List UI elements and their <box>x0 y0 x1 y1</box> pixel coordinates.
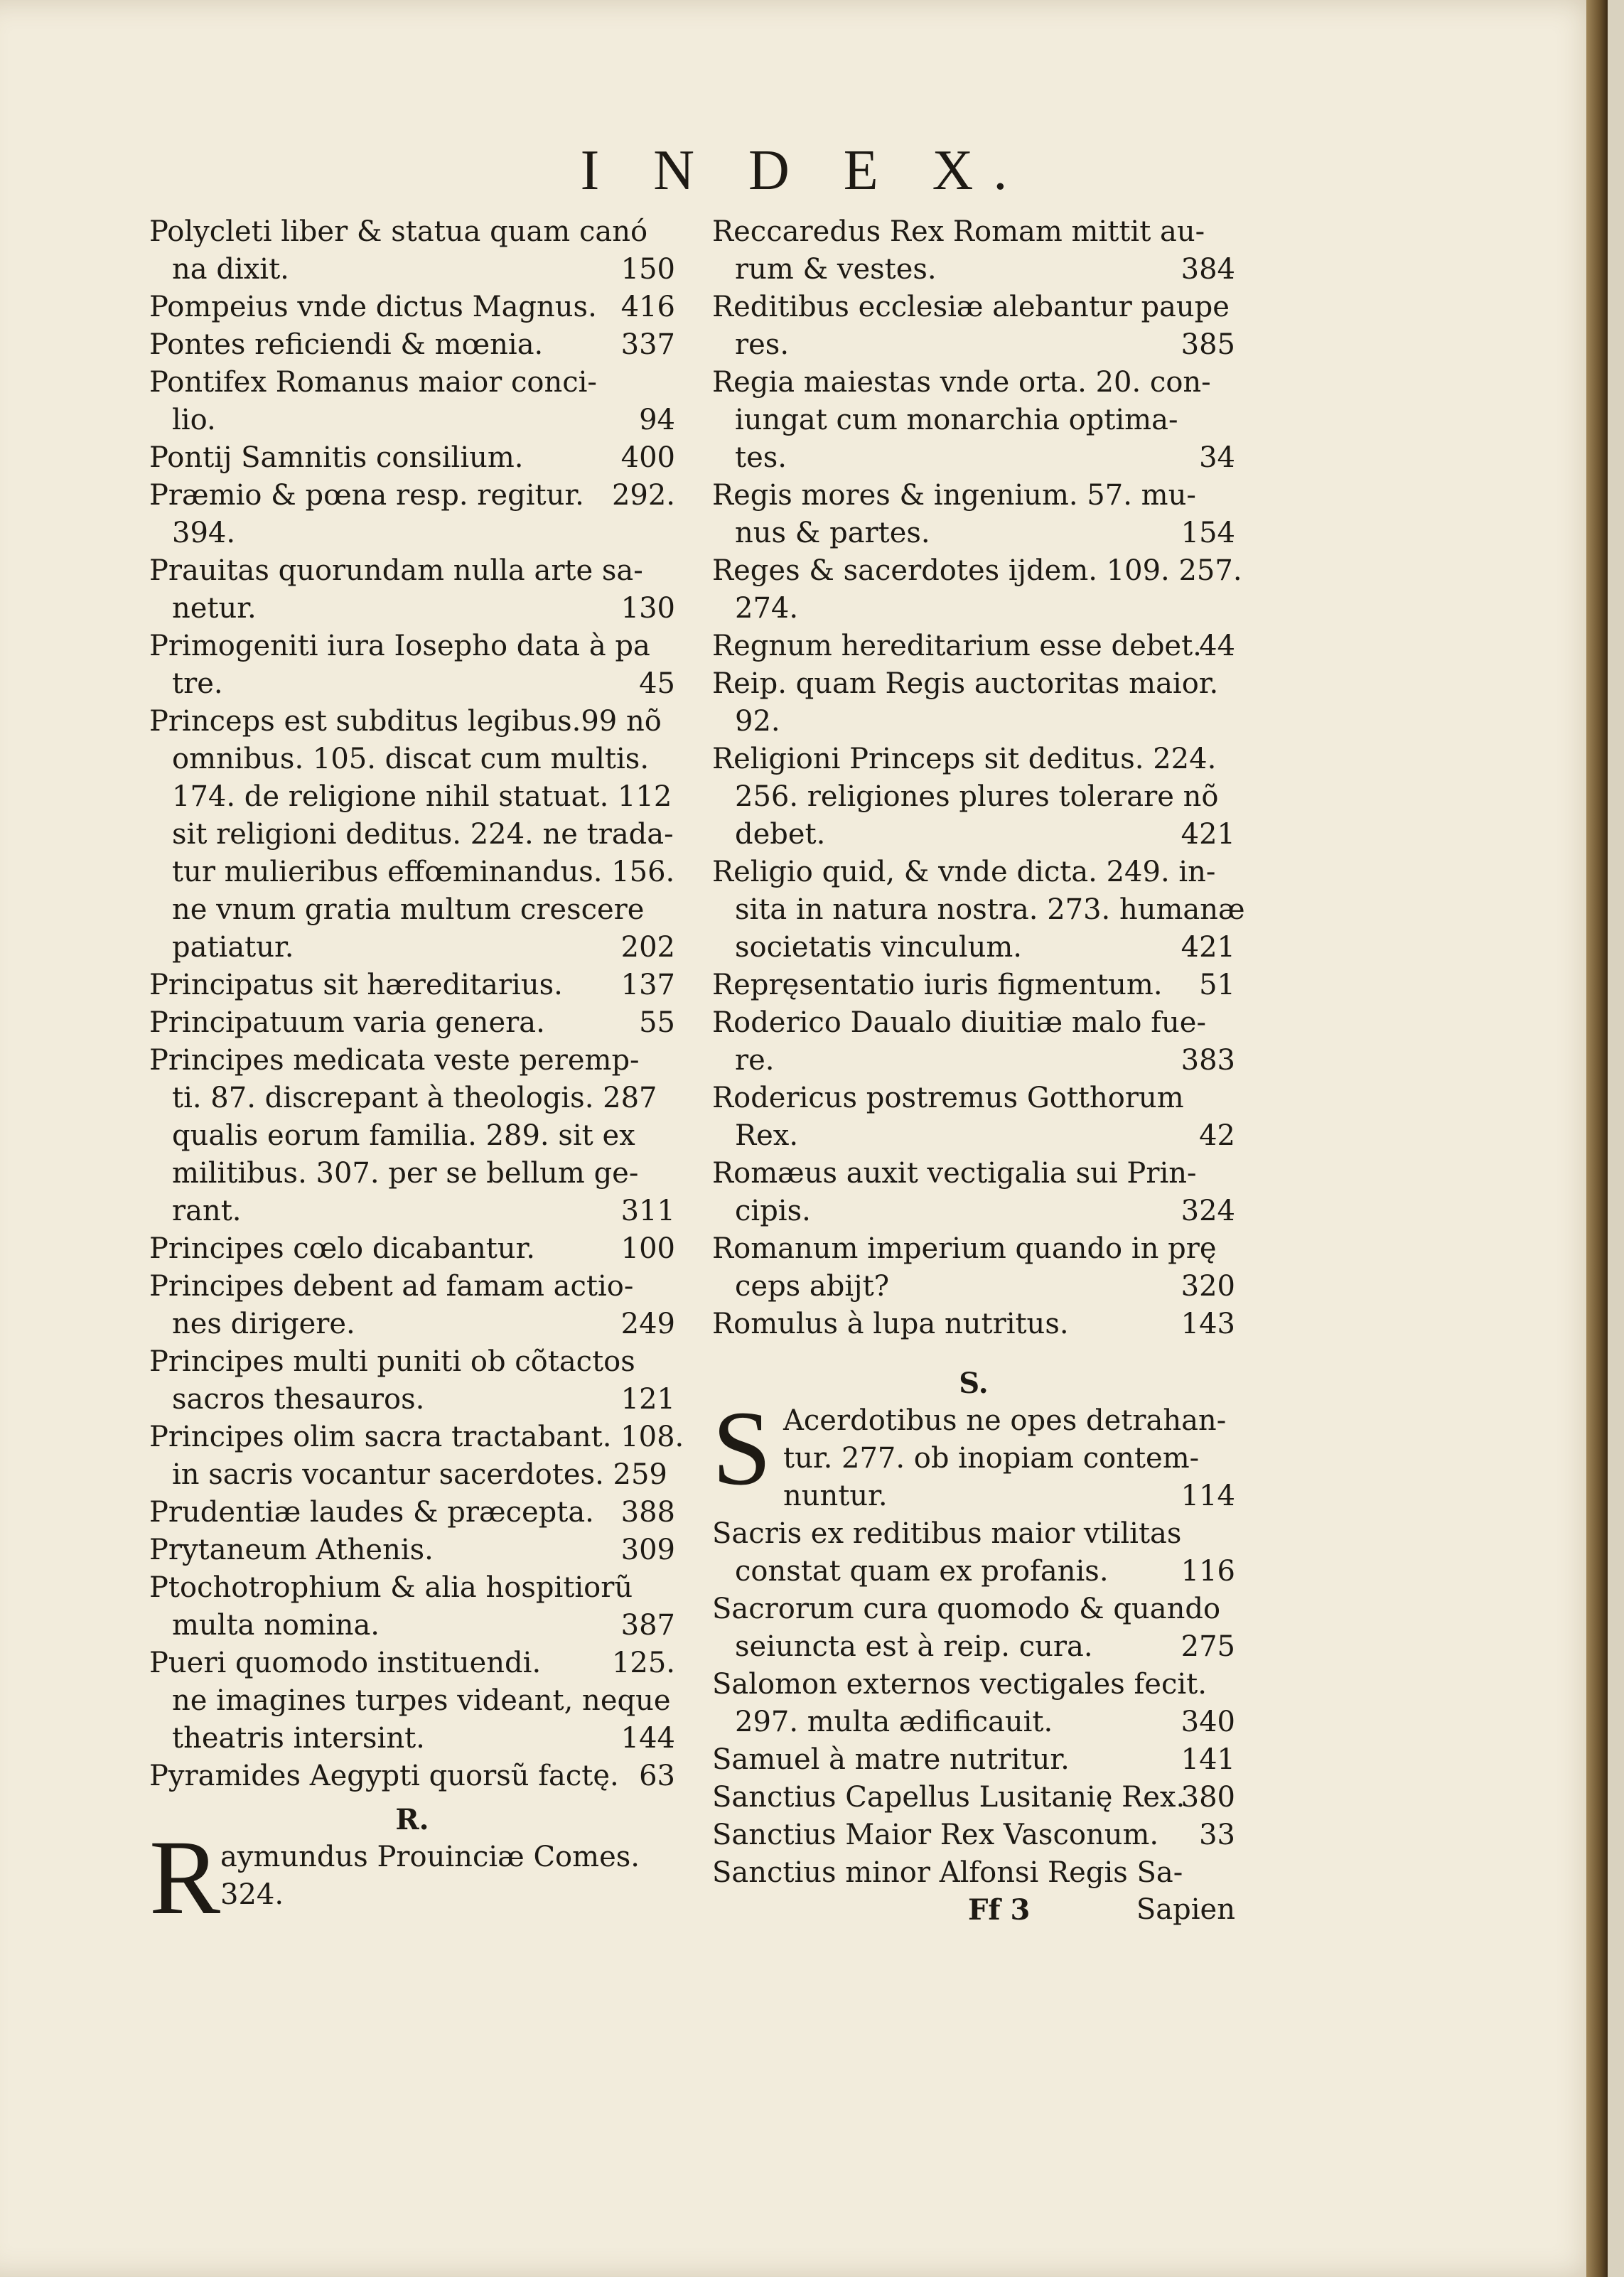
entry-text: Romæus auxit vectigalia sui Prin- <box>712 1157 1197 1190</box>
index-entry-line <box>149 1230 675 1268</box>
index-entry-line <box>712 1268 1235 1306</box>
index-entry-line <box>712 1590 1235 1628</box>
index-entry-line <box>149 1494 675 1532</box>
index-entry-line <box>149 1682 675 1720</box>
entry-text: netur. <box>172 592 257 625</box>
entry-page-number: 249 <box>620 1308 675 1340</box>
entry-text: Prudentiæ laudes & præcepta. <box>149 1496 594 1529</box>
index-entry-line <box>712 515 1235 552</box>
index-entry-line <box>712 891 1245 929</box>
index-entry-line <box>712 1117 1235 1155</box>
entry-page-number: 51 <box>1199 969 1235 1001</box>
index-entry-line <box>712 552 1242 590</box>
entry-page-number: 137 <box>620 969 675 1001</box>
index-entry-line <box>149 1193 675 1230</box>
s-entry-line-2: tur. 277. ob inopiam contem- <box>783 1442 1200 1475</box>
index-entry-line <box>712 213 1235 251</box>
s-entry <box>712 1389 1235 1515</box>
index-entry-line <box>149 1268 675 1306</box>
index-entry-line <box>712 778 1235 816</box>
s-entry-line-3-text: nuntur. <box>783 1480 888 1512</box>
entry-page-number: 385 <box>1181 328 1235 361</box>
index-entry-line <box>149 1117 675 1155</box>
index-entry-line <box>149 967 675 1004</box>
index-entry-line <box>712 1854 1235 1892</box>
entry-page-number: 384 <box>1181 253 1235 286</box>
entry-text: ti. 87. discrepant à theologis. 287 <box>172 1082 657 1114</box>
index-entry-line <box>149 251 675 289</box>
entry-text: theatris intersint. <box>172 1722 425 1755</box>
index-entry-line <box>149 741 675 778</box>
entry-text: debet. <box>735 818 826 851</box>
entry-page-number: 141 <box>1181 1743 1235 1776</box>
entry-text: Principes olim sacra tractabant. 108. <box>149 1421 684 1453</box>
entry-text: nus & partes. <box>735 517 930 549</box>
entry-text: Religioni Princeps sit deditus. 224. <box>712 743 1217 775</box>
index-entry-line <box>149 816 675 854</box>
entry-page-number: 340 <box>1181 1706 1235 1738</box>
left-entries <box>149 213 684 1795</box>
entry-text: nes dirigere. <box>172 1308 355 1340</box>
index-entry-line <box>149 326 675 364</box>
entry-text: na dixit. <box>172 253 289 286</box>
index-entry-line <box>149 1456 675 1494</box>
index-entry-line <box>149 1080 675 1117</box>
index-entry-line <box>712 1042 1235 1080</box>
entry-text: 92. <box>735 705 780 738</box>
entry-page-number: 45 <box>639 667 675 700</box>
page-title: I N D E X. <box>580 139 1028 202</box>
index-entry-line <box>712 816 1235 854</box>
entry-text: Romanum imperium quando in prę <box>712 1232 1217 1265</box>
entry-page-number: 44 <box>1199 630 1235 662</box>
index-entry-line <box>149 477 675 515</box>
index-entry-line <box>712 590 1235 628</box>
entry-page-number: 100 <box>620 1232 675 1265</box>
entry-page-number: 309 <box>620 1534 675 1566</box>
entry-text: Romulus à lupa nutritus. <box>712 1308 1069 1340</box>
entry-page-number: 292. <box>611 479 675 512</box>
index-entry-line <box>149 1720 675 1757</box>
entry-page-number: 55 <box>639 1006 675 1039</box>
index-entry-line <box>149 590 675 628</box>
entry-page-number: 387 <box>620 1609 675 1642</box>
entry-page-number: 63 <box>639 1760 675 1792</box>
entry-text: Regis mores & ingenium. 57. mu- <box>712 479 1196 512</box>
entry-text: tur mulieribus effœminandus. 156. <box>172 856 675 888</box>
entry-text: rant. <box>172 1195 242 1227</box>
index-entry-line <box>712 1230 1235 1268</box>
s-entry-line-3 <box>712 1477 1235 1515</box>
index-entry-line <box>149 891 675 929</box>
index-entry-line <box>712 854 1235 891</box>
right-column <box>712 213 1245 1892</box>
index-entry-line <box>712 1080 1235 1117</box>
index-entry-line <box>149 364 675 402</box>
index-entry-line <box>712 289 1235 326</box>
section-heading-r: R. <box>395 1803 429 1836</box>
index-entry-line <box>712 1816 1235 1854</box>
entry-text: sacros thesauros. <box>172 1383 425 1416</box>
entry-text: militibus. 307. per se bellum ge- <box>172 1157 639 1190</box>
entry-text: 394. <box>172 517 236 549</box>
entry-text: ne vnum gratia multum crescere <box>172 893 645 926</box>
entry-text: 256. religiones plures tolerare nõ <box>735 780 1219 813</box>
entry-text: Religio quid, & vnde dicta. 249. in- <box>712 856 1216 888</box>
index-entry-line <box>149 439 675 477</box>
entry-text: Pueri quomodo instituendi. <box>149 1647 542 1679</box>
entry-text: 174. de religione nihil statuat. 112 <box>172 780 672 813</box>
entry-text: 297. multa ædificauit. <box>735 1706 1053 1738</box>
entry-text: Salomon externos vectigales fecit. <box>712 1668 1207 1701</box>
index-entry-line <box>712 1666 1235 1703</box>
entry-text: Principatus sit hæreditarius. <box>149 969 563 1001</box>
entry-text: Samuel à matre nutritur. <box>712 1743 1070 1776</box>
entry-page-number: 380 <box>1181 1781 1235 1814</box>
catchword: Sapien <box>1136 1893 1235 1926</box>
index-entry-line <box>149 1004 675 1042</box>
entry-text: Prauitas quorundam nulla arte sa- <box>149 554 643 587</box>
r-entry <box>149 1819 675 1937</box>
entry-text: in sacris vocantur sacerdotes. 259 <box>172 1458 667 1491</box>
entry-text: rum & vestes. <box>735 253 937 286</box>
entry-text: constat quam ex profanis. <box>735 1555 1109 1588</box>
entry-text: Roderico Daualo diuitiæ malo fue- <box>712 1006 1206 1039</box>
r-entry-line-2: 324. <box>220 1878 284 1911</box>
s-entry-line-3-number: 114 <box>1181 1480 1235 1512</box>
entry-text: Reges & sacerdotes ijdem. 109. 257. <box>712 554 1242 587</box>
drop-cap-s: S <box>712 1389 772 1507</box>
index-entry-line <box>149 1306 675 1343</box>
page-edge <box>1586 0 1608 2277</box>
entry-text: Principatuum varia genera. <box>149 1006 545 1039</box>
entry-text: tre. <box>172 667 223 700</box>
drop-cap-r: R <box>149 1819 221 1937</box>
entry-text: Regia maiestas vnde orta. 20. con- <box>712 366 1211 399</box>
entry-page-number: 143 <box>1181 1308 1235 1340</box>
index-entry-line <box>712 1779 1235 1816</box>
index-entry-line <box>149 1569 675 1607</box>
entry-text: ne imagines turpes videant, neque <box>172 1684 671 1717</box>
entry-text: Pontifex Romanus maior conci- <box>149 366 597 399</box>
entry-text: seiuncta est à reip. cura. <box>735 1630 1093 1663</box>
entry-text: Reip. quam Regis auctoritas maior. <box>712 667 1219 700</box>
index-entry-line <box>149 1381 675 1419</box>
index-entry-line <box>149 778 675 816</box>
entry-text: Reditibus ecclesiæ alebantur paupe <box>712 291 1230 323</box>
entry-text: Princeps est subditus legibus.99 nõ <box>149 705 662 738</box>
index-entry-line <box>712 665 1235 703</box>
index-entry-line <box>712 628 1235 665</box>
entry-text: res. <box>735 328 790 361</box>
index-entry-line <box>149 854 675 891</box>
entry-text: Rodericus postremus Gotthorum <box>712 1082 1184 1114</box>
index-entry-line <box>149 665 675 703</box>
index-entry-line <box>712 703 1235 741</box>
index-entry-line <box>149 213 675 251</box>
index-entry-line <box>149 289 675 326</box>
index-entry-line <box>149 628 675 665</box>
index-entry-line <box>712 929 1235 967</box>
index-entry-line <box>712 402 1235 439</box>
index-entry-line <box>149 1419 684 1456</box>
entry-page-number: 275 <box>1181 1630 1235 1663</box>
r-entry-line-1: aymundus Prouinciæ Comes. <box>220 1841 640 1873</box>
entry-page-number: 416 <box>620 291 675 323</box>
index-entry-line <box>712 1741 1235 1779</box>
index-entry-line <box>712 967 1235 1004</box>
entry-page-number: 383 <box>1181 1044 1235 1077</box>
entry-text: lio. <box>172 404 216 436</box>
entry-text: sit religioni deditus. 224. ne trada- <box>172 818 674 851</box>
entry-text: Sacrorum cura quomodo & quando <box>712 1593 1221 1625</box>
entry-text: Polycleti liber & statua quam canó <box>149 215 648 248</box>
entry-text: Sanctius Maior Rex Vasconum. <box>712 1819 1159 1851</box>
section-heading-s: S. <box>959 1367 989 1400</box>
index-entry-line <box>712 1155 1235 1193</box>
entry-page-number: 154 <box>1181 517 1235 549</box>
entry-page-number: 144 <box>620 1722 675 1755</box>
index-entry-line <box>149 1607 675 1644</box>
s-entry-line-1: Acerdotibus ne opes detrahan- <box>783 1404 1227 1437</box>
entry-page-number: 202 <box>620 931 675 964</box>
right-entries-s <box>712 1515 1235 1892</box>
entry-text: tes. <box>735 441 787 474</box>
entry-page-number: 130 <box>620 592 675 625</box>
index-entry-line <box>149 402 675 439</box>
entry-page-number: 116 <box>1181 1555 1235 1588</box>
right-entries <box>712 213 1245 1343</box>
entry-text: Prytaneum Athenis. <box>149 1534 434 1566</box>
signature-mark: Ff 3 <box>968 1893 1031 1927</box>
entry-text: cipis. <box>735 1195 811 1227</box>
entry-text: Pontij Samnitis consilium. <box>149 441 524 474</box>
entry-text: qualis eorum familia. 289. sit ex <box>172 1119 635 1152</box>
entry-page-number: 42 <box>1199 1119 1235 1152</box>
index-entry-line <box>712 1703 1235 1741</box>
index-entry-line <box>712 1306 1235 1343</box>
entry-text: Pyramides Aegypti quorsũ factę. <box>149 1760 619 1792</box>
entry-text: Sacris ex reditibus maior vtilitas <box>712 1517 1182 1550</box>
entry-text: Rex. <box>735 1119 799 1152</box>
entry-page-number: 320 <box>1181 1270 1235 1303</box>
entry-text: 274. <box>735 592 799 625</box>
index-entry-line <box>712 741 1235 778</box>
index-entry-line <box>712 1553 1235 1590</box>
index-entry-line <box>712 477 1235 515</box>
entry-text: Pontes reficiendi & mœnia. <box>149 328 544 361</box>
entry-text: Sanctius Capellus Lusitanię Rex. <box>712 1781 1185 1814</box>
entry-page-number: 388 <box>620 1496 675 1529</box>
index-entry-line <box>712 251 1235 289</box>
entry-text: Repręsentatio iuris figmentum. <box>712 969 1163 1001</box>
index-entry-line <box>712 1515 1235 1553</box>
entry-text: Principes medicata veste peremp- <box>149 1044 640 1077</box>
entry-page-number: 400 <box>620 441 675 474</box>
entry-text: multa nomina. <box>172 1609 380 1642</box>
index-entry-line <box>712 1004 1235 1042</box>
index-entry-line <box>149 1757 675 1795</box>
index-entry-line <box>149 1343 675 1381</box>
entry-text: Regnum hereditarium esse debet. <box>712 630 1202 662</box>
page-footer <box>712 1893 1235 1931</box>
entry-page-number: 33 <box>1199 1819 1235 1851</box>
entry-text: societatis vinculum. <box>735 931 1023 964</box>
entry-page-number: 34 <box>1199 441 1235 474</box>
entry-text: re. <box>735 1044 775 1077</box>
entry-text: Principes multi puniti ob cõtactos <box>149 1345 635 1378</box>
index-entry-line <box>149 1532 675 1569</box>
entry-text: omnibus. 105. discat cum multis. <box>172 743 650 775</box>
entry-page-number: 125. <box>611 1647 675 1679</box>
index-entry-line <box>149 515 675 552</box>
index-entry-line <box>149 552 675 590</box>
index-entry-line <box>149 703 675 741</box>
index-entry-line <box>149 1644 675 1682</box>
entry-text: Principes cœlo dicabantur. <box>149 1232 535 1265</box>
index-entry-line <box>149 1155 675 1193</box>
entry-text: iungat cum monarchia optima- <box>735 404 1178 436</box>
entry-page-number: 150 <box>620 253 675 286</box>
entry-text: Principes debent ad famam actio- <box>149 1270 634 1303</box>
entry-page-number: 324 <box>1181 1195 1235 1227</box>
entry-text: Sanctius minor Alfonsi Regis Sa- <box>712 1856 1183 1889</box>
entry-text: Reccaredus Rex Romam mittit au- <box>712 215 1205 248</box>
entry-text: Pompeius vnde dictus Magnus. <box>149 291 597 323</box>
entry-page-number: 337 <box>620 328 675 361</box>
entry-text: sita in natura nostra. 273. humanæ <box>735 893 1245 926</box>
index-entry-line <box>149 1042 675 1080</box>
index-entry-line <box>712 1193 1235 1230</box>
index-entry-line <box>149 929 675 967</box>
entry-page-number: 121 <box>620 1383 675 1416</box>
entry-page-number: 421 <box>1181 931 1235 964</box>
entry-text: Primogeniti iura Iosepho data à pa <box>149 630 650 662</box>
index-entry-line <box>712 1628 1235 1666</box>
entry-text: ceps abijt? <box>735 1270 890 1303</box>
entry-page-number: 311 <box>620 1195 675 1227</box>
entry-text: Præmio & pœna resp. regitur. <box>149 479 584 512</box>
entry-text: patiatur. <box>172 931 294 964</box>
index-entry-line <box>712 326 1235 364</box>
index-entry-line <box>712 364 1235 402</box>
left-column <box>149 213 684 1937</box>
index-entry-line <box>712 439 1235 477</box>
entry-text: Ptochotrophium & alia hospitiorũ <box>149 1571 633 1604</box>
entry-page-number: 421 <box>1181 818 1235 851</box>
entry-page-number: 94 <box>639 404 675 436</box>
